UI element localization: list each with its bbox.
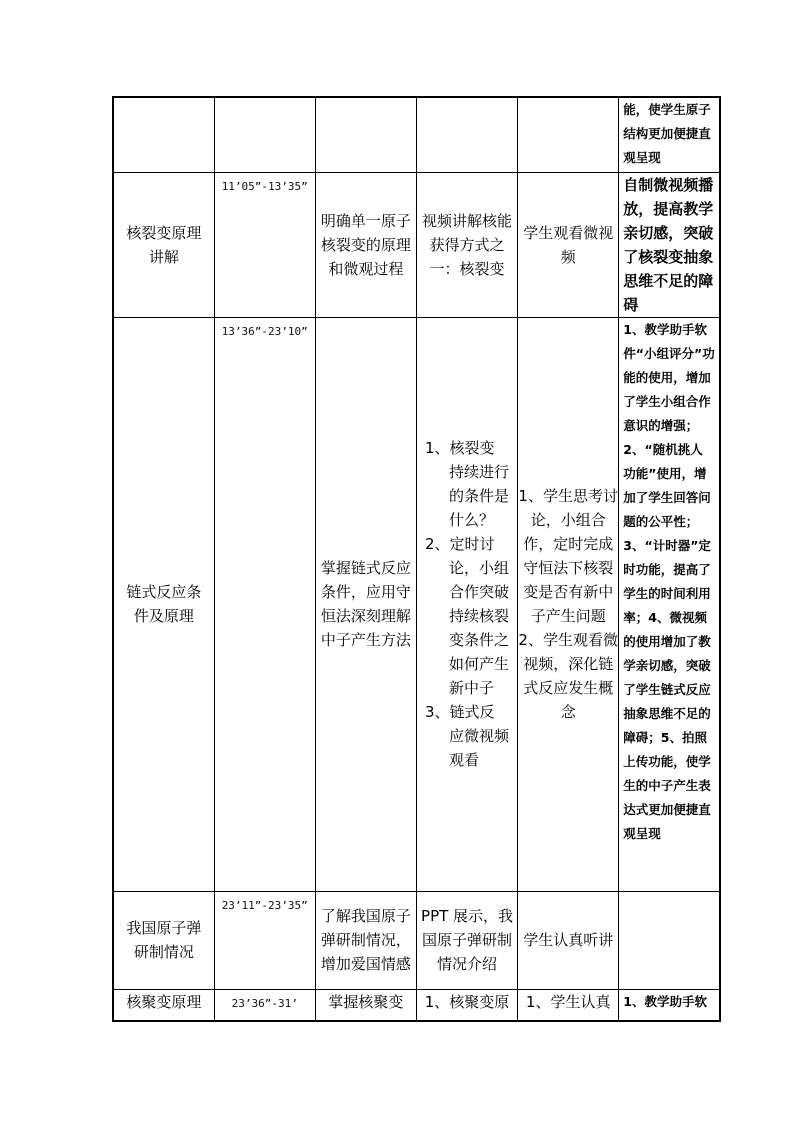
design-note-cell: 自制微视频播放，提高教学亲切感，突破了核裂变抽象思维不足的障碍 [619, 172, 720, 317]
teacher-activity-cell: PPT 展示，我国原子弹研制情况介绍 [416, 891, 517, 989]
design-note-cell: 1、教学助手软 [619, 989, 720, 1021]
time-cell: 23’11”-23’35” [214, 891, 315, 989]
teacher-activity-cell [416, 97, 517, 172]
design-note-cell: 能，使学生原子结构更加便捷直观呈现 [619, 97, 720, 172]
time-cell [214, 97, 315, 172]
table-row [113, 317, 720, 891]
teacher-activity-cell [416, 317, 517, 891]
stage-cell: 核聚变原理 [113, 989, 214, 1021]
goal-cell [315, 97, 416, 172]
student-activity-cell: 1、学生思考讨论，小组合作，定时完成守恒法下核裂变是否有新中子产生问题 2、学生观看微视频，深化链式反应发生概念 [518, 317, 619, 891]
time-cell: 23’36”-31’ [214, 989, 315, 1021]
list-item [425, 532, 509, 700]
design-note-cell [619, 891, 720, 989]
goal-cell: 掌握核聚变 [315, 989, 416, 1021]
lesson-plan-table [112, 96, 721, 1022]
stage-cell [113, 97, 214, 172]
stage-cell: 我国原子弹研制情况 [113, 891, 214, 989]
student-activity-cell: 学生观看微视频 [518, 172, 619, 317]
teacher-activity-list [417, 436, 517, 772]
student-activity-cell: 学生认真听讲 [518, 891, 619, 989]
student-activity-cell: 1、学生认真 [518, 989, 619, 1021]
item-text: 链式反应微视频观看 [448, 703, 509, 769]
design-note-cell: 1、教学助手软件“小组评分”功能的使用，增加了学生小组合作意识的增强；2、“随机挑人功能”使用，增加了学生回答问题的公平性；3、“计时器”定时功能，提高了学生的时间利用率；4、微视频的使用增加了教学亲切感，突破了学生链式反应抽象思维不足的障碍；5、拍照上传功能，使学生的中子产生表达式更加便捷直观呈现 [619, 317, 720, 891]
goal-cell: 掌握链式反应条件，应用守恒法深刻理解中子产生方法 [315, 317, 416, 891]
teacher-activity-cell: 视频讲解核能获得方式之一：核裂变 [416, 172, 517, 317]
goal-cell: 了解我国原子弹研制情况，增加爱国情感 [315, 891, 416, 989]
table-row [113, 97, 720, 172]
list-item [425, 700, 509, 772]
time-cell: 13’36”-23’10” [214, 317, 315, 891]
table-row [113, 891, 720, 989]
student-activity-cell [518, 97, 619, 172]
item-number: 3、 [424, 703, 450, 721]
item-text: 定时讨论，小组合作突破持续核裂变条件之如何产生新中子 [448, 535, 509, 697]
goal-cell: 明确单一原子核裂变的原理和微观过程 [315, 172, 416, 317]
teacher-activity-cell: 1、核聚变原 [416, 989, 517, 1021]
stage-cell: 链式反应条件及原理 [113, 317, 214, 891]
time-cell: 11’05”-13’35” [214, 172, 315, 317]
table-row [113, 172, 720, 317]
stage-cell: 核裂变原理讲解 [113, 172, 214, 317]
item-text: 核裂变持续进行的条件是什么？ [448, 439, 509, 529]
item-number: 2、 [424, 535, 450, 553]
table-row [113, 989, 720, 1021]
item-number: 1、 [424, 439, 450, 457]
list-item [425, 436, 509, 532]
